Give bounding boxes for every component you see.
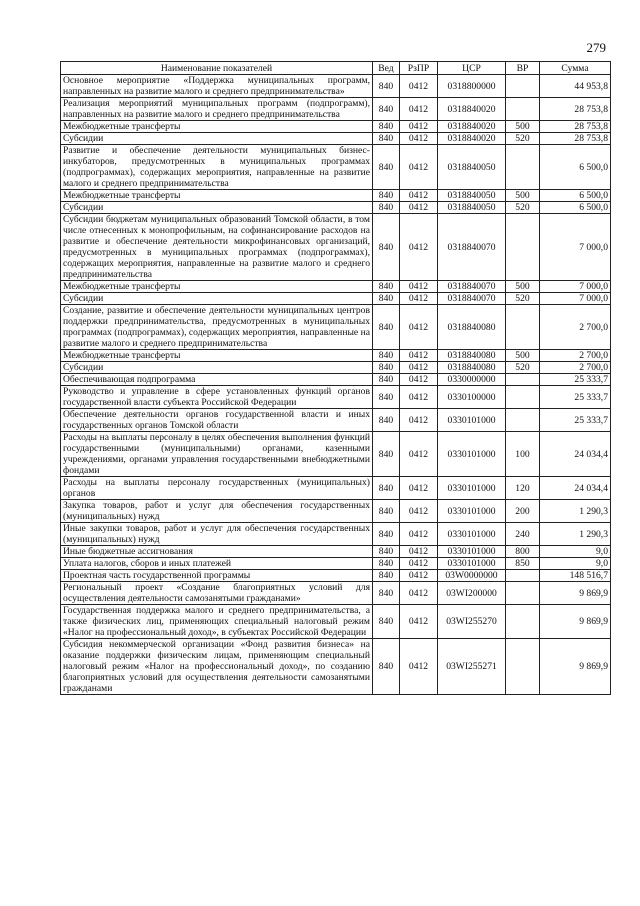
cell-ved: 840 — [373, 202, 400, 214]
cell-ved: 840 — [373, 432, 400, 477]
cell-vr: 500 — [506, 350, 540, 362]
cell-csr: 0318840070 — [438, 293, 506, 305]
cell-rzpr: 0412 — [400, 293, 438, 305]
cell-vr — [506, 75, 540, 98]
page-number: 279 — [586, 40, 606, 55]
cell-ved: 840 — [373, 546, 400, 558]
table-row — [61, 386, 611, 409]
cell-name: Субсидии — [61, 293, 373, 305]
cell-csr: 0318840050 — [438, 202, 506, 214]
table-row — [61, 350, 611, 362]
cell-name: Расходы на выплаты персоналу в целях обеспечения выполнения функций государственными (муниципальными) органами, казенными учреждениями, органами управления государственными внебюджетными фондами — [61, 432, 373, 477]
cell-ved: 840 — [373, 639, 400, 695]
cell-vr: 120 — [506, 477, 540, 500]
cell-sum: 28 753,8 — [540, 98, 611, 121]
cell-name: Межбюджетные трансферты — [61, 121, 373, 133]
table-body — [61, 75, 611, 695]
cell-vr: 500 — [506, 281, 540, 293]
cell-sum: 6 500,0 — [540, 202, 611, 214]
cell-csr: 0330101000 — [438, 523, 506, 546]
cell-sum: 9 869,9 — [540, 605, 611, 639]
cell-ved: 840 — [373, 570, 400, 582]
cell-name: Государственная поддержка малого и среднего предпринимательства, а также физических лиц, применяющих специальный налоговый режим «Налог на профессиональный доход», в субъектах Российской Федерации — [61, 605, 373, 639]
cell-sum: 44 953,8 — [540, 75, 611, 98]
cell-name: Иные бюджетные ассигнования — [61, 546, 373, 558]
cell-name: Проектная часть государственной программы — [61, 570, 373, 582]
cell-vr — [506, 214, 540, 281]
cell-name: Иные закупки товаров, работ и услуг для обеспечения государственных (муниципальных) нужд — [61, 523, 373, 546]
cell-rzpr: 0412 — [400, 523, 438, 546]
cell-rzpr: 0412 — [400, 121, 438, 133]
table-row — [61, 202, 611, 214]
cell-vr: 520 — [506, 362, 540, 374]
cell-sum: 24 034,4 — [540, 432, 611, 477]
cell-csr: 0330101000 — [438, 500, 506, 523]
cell-rzpr: 0412 — [400, 374, 438, 386]
cell-ved: 840 — [373, 121, 400, 133]
cell-vr — [506, 582, 540, 605]
table-row — [61, 214, 611, 281]
cell-vr — [506, 98, 540, 121]
table-row — [61, 523, 611, 546]
cell-csr: 03WI255270 — [438, 605, 506, 639]
cell-vr — [506, 639, 540, 695]
cell-csr: 0318840080 — [438, 350, 506, 362]
cell-csr: 0318840020 — [438, 98, 506, 121]
cell-name: Создание, развитие и обеспечение деятельности муниципальных центров поддержки предпринимательства, предусмотренных в муниципальных программах (подпрограммах), содержащих мероприятия, направленные на развитие малого и среднего предпринимательства — [61, 305, 373, 350]
cell-rzpr: 0412 — [400, 362, 438, 374]
cell-sum: 9 869,9 — [540, 639, 611, 695]
cell-sum: 6 500,0 — [540, 145, 611, 190]
cell-rzpr: 0412 — [400, 350, 438, 362]
cell-csr: 0318840070 — [438, 281, 506, 293]
cell-ved: 840 — [373, 386, 400, 409]
cell-name: Субсидии бюджетам муниципальных образований Томской области, в том числе отнесенных к монопрофильным, на софинансирование расходов на развитие и обеспечение деятельности микрофинансовых организаций, предусмотренных в муниципальных программах (подпрограммах), содержащих мероприятия, направленные на развитие малого и среднего предпринимательства — [61, 214, 373, 281]
cell-sum: 7 000,0 — [540, 214, 611, 281]
cell-sum: 25 333,7 — [540, 386, 611, 409]
cell-vr: 520 — [506, 202, 540, 214]
cell-ved: 840 — [373, 190, 400, 202]
cell-csr: 0330000000 — [438, 374, 506, 386]
cell-csr: 0318840020 — [438, 133, 506, 145]
cell-name: Обеспечение деятельности органов государственной власти и иных государственных органов Томской области — [61, 409, 373, 432]
header-csr: ЦСР — [438, 62, 506, 75]
cell-csr: 0330101000 — [438, 546, 506, 558]
cell-csr: 03WI200000 — [438, 582, 506, 605]
cell-vr: 500 — [506, 121, 540, 133]
cell-rzpr: 0412 — [400, 570, 438, 582]
table-header — [61, 62, 611, 75]
cell-rzpr: 0412 — [400, 386, 438, 409]
cell-rzpr: 0412 — [400, 75, 438, 98]
cell-name: Уплата налогов, сборов и иных платежей — [61, 558, 373, 570]
table-row — [61, 133, 611, 145]
cell-rzpr: 0412 — [400, 582, 438, 605]
cell-ved: 840 — [373, 605, 400, 639]
cell-rzpr: 0412 — [400, 190, 438, 202]
header-sum: Сумма — [540, 62, 611, 75]
cell-name: Межбюджетные трансферты — [61, 350, 373, 362]
table-row — [61, 98, 611, 121]
cell-vr: 500 — [506, 190, 540, 202]
cell-rzpr: 0412 — [400, 98, 438, 121]
cell-sum: 25 333,7 — [540, 409, 611, 432]
cell-csr: 0318840050 — [438, 145, 506, 190]
table-row — [61, 605, 611, 639]
cell-vr — [506, 409, 540, 432]
cell-ved: 840 — [373, 362, 400, 374]
header-name: Наименование показателей — [61, 62, 373, 75]
cell-csr: 0318840080 — [438, 305, 506, 350]
table-row — [61, 293, 611, 305]
header-rzpr: РзПР — [400, 62, 438, 75]
cell-name: Развитие и обеспечение деятельности муниципальных бизнес-инкубаторов, предусмотренных в муниципальных программах (подпрограммах), содержащих мероприятия, направленные на развитие малого и среднего предпринимательства — [61, 145, 373, 190]
cell-ved: 840 — [373, 523, 400, 546]
cell-csr: 0330101000 — [438, 558, 506, 570]
cell-vr — [506, 305, 540, 350]
cell-sum: 2 700,0 — [540, 362, 611, 374]
table-row — [61, 432, 611, 477]
cell-rzpr: 0412 — [400, 546, 438, 558]
cell-name: Межбюджетные трансферты — [61, 190, 373, 202]
cell-vr: 520 — [506, 293, 540, 305]
cell-sum: 28 753,8 — [540, 121, 611, 133]
cell-csr: 03WI255271 — [438, 639, 506, 695]
table-row — [61, 546, 611, 558]
cell-vr: 200 — [506, 500, 540, 523]
cell-csr: 0330100000 — [438, 386, 506, 409]
cell-vr: 850 — [506, 558, 540, 570]
cell-sum: 2 700,0 — [540, 350, 611, 362]
cell-vr — [506, 570, 540, 582]
cell-sum: 1 290,3 — [540, 500, 611, 523]
cell-rzpr: 0412 — [400, 281, 438, 293]
cell-ved: 840 — [373, 214, 400, 281]
table-row — [61, 477, 611, 500]
cell-rzpr: 0412 — [400, 145, 438, 190]
cell-csr: 0318840020 — [438, 121, 506, 133]
table-row — [61, 305, 611, 350]
cell-rzpr: 0412 — [400, 214, 438, 281]
cell-ved: 840 — [373, 98, 400, 121]
header-ved: Вед — [373, 62, 400, 75]
cell-ved: 840 — [373, 305, 400, 350]
cell-ved: 840 — [373, 145, 400, 190]
cell-csr: 03W0000000 — [438, 570, 506, 582]
cell-name: Региональный проект «Создание благоприятных условий для осуществления деятельности самозанятыми гражданами» — [61, 582, 373, 605]
cell-csr: 0330101000 — [438, 409, 506, 432]
cell-ved: 840 — [373, 409, 400, 432]
cell-rzpr: 0412 — [400, 605, 438, 639]
cell-name: Межбюджетные трансферты — [61, 281, 373, 293]
cell-vr: 100 — [506, 432, 540, 477]
table-row — [61, 409, 611, 432]
cell-ved: 840 — [373, 350, 400, 362]
cell-sum: 6 500,0 — [540, 190, 611, 202]
table-row — [61, 558, 611, 570]
cell-name: Субсидии — [61, 133, 373, 145]
table-row — [61, 582, 611, 605]
cell-vr: 800 — [506, 546, 540, 558]
cell-sum: 9 869,9 — [540, 582, 611, 605]
cell-ved: 840 — [373, 582, 400, 605]
cell-ved: 840 — [373, 477, 400, 500]
header-vr: ВР — [506, 62, 540, 75]
cell-rzpr: 0412 — [400, 639, 438, 695]
cell-rzpr: 0412 — [400, 133, 438, 145]
cell-csr: 0330101000 — [438, 477, 506, 500]
cell-name: Субсидии — [61, 202, 373, 214]
cell-csr: 0318840070 — [438, 214, 506, 281]
cell-name: Обеспечивающая подпрограмма — [61, 374, 373, 386]
cell-rzpr: 0412 — [400, 558, 438, 570]
cell-sum: 25 333,7 — [540, 374, 611, 386]
cell-name: Основное мероприятие «Поддержка муниципальных программ, направленных на развитие малого и среднего предпринимательства» — [61, 75, 373, 98]
table-row — [61, 75, 611, 98]
cell-sum: 2 700,0 — [540, 305, 611, 350]
cell-sum: 7 000,0 — [540, 293, 611, 305]
table-row — [61, 570, 611, 582]
cell-name: Субсидия некоммерческой организации «Фонд развития бизнеса» на оказание поддержки физическим лицам, применяющим специальный налоговый режим «Налог на профессиональный доход», по созданию благоприятных условий для осуществления деятельности самозанятыми гражданами — [61, 639, 373, 695]
table-row — [61, 281, 611, 293]
cell-sum: 148 516,7 — [540, 570, 611, 582]
cell-vr — [506, 374, 540, 386]
cell-rzpr: 0412 — [400, 432, 438, 477]
cell-sum: 24 034,4 — [540, 477, 611, 500]
cell-name: Субсидии — [61, 362, 373, 374]
cell-rzpr: 0412 — [400, 500, 438, 523]
cell-sum: 9,0 — [540, 546, 611, 558]
budget-table — [60, 61, 611, 695]
table-row — [61, 500, 611, 523]
table-row — [61, 145, 611, 190]
cell-name: Реализация мероприятий муниципальных программ (подпрограмм), направленных на развитие малого и среднего предпринимательства — [61, 98, 373, 121]
cell-ved: 840 — [373, 558, 400, 570]
cell-ved: 840 — [373, 133, 400, 145]
cell-sum: 28 753,8 — [540, 133, 611, 145]
table-row — [61, 362, 611, 374]
cell-vr — [506, 605, 540, 639]
cell-sum: 1 290,3 — [540, 523, 611, 546]
cell-rzpr: 0412 — [400, 305, 438, 350]
cell-ved: 840 — [373, 75, 400, 98]
table-row — [61, 121, 611, 133]
cell-ved: 840 — [373, 293, 400, 305]
table-row — [61, 374, 611, 386]
table-row — [61, 190, 611, 202]
cell-name: Руководство и управление в сфере установленных функций органов государственной власти субъекта Российской Федерации — [61, 386, 373, 409]
cell-csr: 0318800000 — [438, 75, 506, 98]
table-row — [61, 639, 611, 695]
cell-vr — [506, 386, 540, 409]
cell-name: Расходы на выплаты персоналу государственных (муниципальных) органов — [61, 477, 373, 500]
cell-csr: 0318840050 — [438, 190, 506, 202]
cell-ved: 840 — [373, 281, 400, 293]
cell-csr: 0330101000 — [438, 432, 506, 477]
cell-ved: 840 — [373, 500, 400, 523]
cell-name: Закупка товаров, работ и услуг для обеспечения государственных (муниципальных) нужд — [61, 500, 373, 523]
cell-rzpr: 0412 — [400, 477, 438, 500]
cell-rzpr: 0412 — [400, 202, 438, 214]
cell-vr — [506, 145, 540, 190]
cell-vr: 520 — [506, 133, 540, 145]
cell-sum: 7 000,0 — [540, 281, 611, 293]
cell-csr: 0318840080 — [438, 362, 506, 374]
cell-vr: 240 — [506, 523, 540, 546]
cell-rzpr: 0412 — [400, 409, 438, 432]
cell-sum: 9,0 — [540, 558, 611, 570]
cell-ved: 840 — [373, 374, 400, 386]
